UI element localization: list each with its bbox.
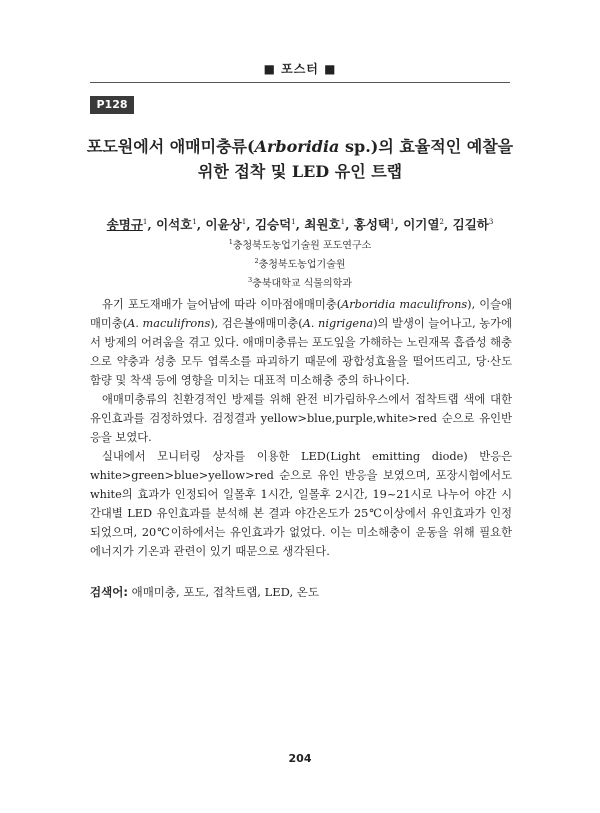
affiliation: $^3$충북대학교 식물의학과 [248, 275, 352, 289]
author-name: 이석호 [156, 217, 193, 233]
paper-title [80, 134, 520, 184]
abstract-paragraph-2: 애매미충류의 친환경적인 방제를 위해 완전 비가림하우스에서 접착트랩 색에 대한 유인효과를 검정하였다. 검정결과 yellow>blue,purple,white>red 순으로 유인반응을 보였다. [90, 393, 512, 444]
author-name: 홍성택 [353, 217, 391, 233]
abstract-body [90, 295, 512, 561]
header-rule [90, 82, 510, 83]
author-name: 김길하 [452, 217, 489, 233]
author-name: 김승덕 [254, 217, 292, 233]
author-name: 송명규 [106, 217, 143, 233]
keywords-label: 검색어: [90, 585, 128, 599]
page-number: 204 [288, 752, 312, 765]
affiliation-list [70, 235, 530, 291]
affiliation: $^1$충청북도농업기술원 포도연구소 [228, 238, 372, 252]
author-name: 최원호 [304, 217, 341, 233]
affiliation: $^2$충청북도농업기술원 [254, 256, 346, 271]
title-line-1: 포도원에서 애매미충류(Arboridia sp.)의 효율적인 예찰을 [86, 137, 514, 156]
poster-id-badge: P128 [90, 96, 134, 114]
abstract-paragraph-1: 유기 포도재배가 늘어남에 따라 이마점애매미충(Arboridia maculifrons), 이슬애매미충(A. maculifrons), 검은볼애매미충(A. nigrigena)의 발생이 늘어나고, 농가에서 방제의 어려움을 겪고 있다. 애매미충류는 포도잎을 가해하는 노린재목 흡즙성 해충으로 약충과 성충 모두 엽록소를 파괴하기 때문에 광합성효율을 떨어뜨리고, 당·산도 함량 및 착색 등에 영향을 미치는 대표적 미소해충 중의 하나이다. [90, 298, 513, 387]
author-name: 이윤상 [205, 217, 242, 233]
keywords-line [90, 583, 512, 601]
author-list: 송명규$^1$, 이석호$^1$, 이윤상$^1$, 김승덕$^1$, 최원호$^1$, 홍성택$^1$, 이기열$^2$, 김길하$^3$ [106, 217, 494, 233]
section-header: ■ 포스터 ■ [263, 62, 337, 76]
title-line-2: 위한 접착 및 LED 유인 트랩 [197, 162, 403, 181]
keywords-text: 애매미충, 포도, 접착트랩, LED, 온도 [127, 585, 319, 599]
abstract-paragraph-3: 실내에서 모니터링 상자를 이용한 LED(Light emitting diode) 반응은 white>green>blue>yellow>red 순으로 유인 반응을 보였으며, 포장시험에서도 white의 효과가 인정되어 일몰후 1시간, 일몰후 2시간, 19~21시로 나누어 야간 시간대별 LED 유인효과를 분석해 본 결과 야간온도가 25℃이상에서 유인효과가 인정되었으며, 20℃이하에서는 유인효과가 없었다. 이는 미소해충이 운동을 위해 필요한 에너지가 기온과 관련이 있기 때문으로 생각된다. [90, 450, 512, 558]
author-name: 이기열 [403, 217, 440, 233]
